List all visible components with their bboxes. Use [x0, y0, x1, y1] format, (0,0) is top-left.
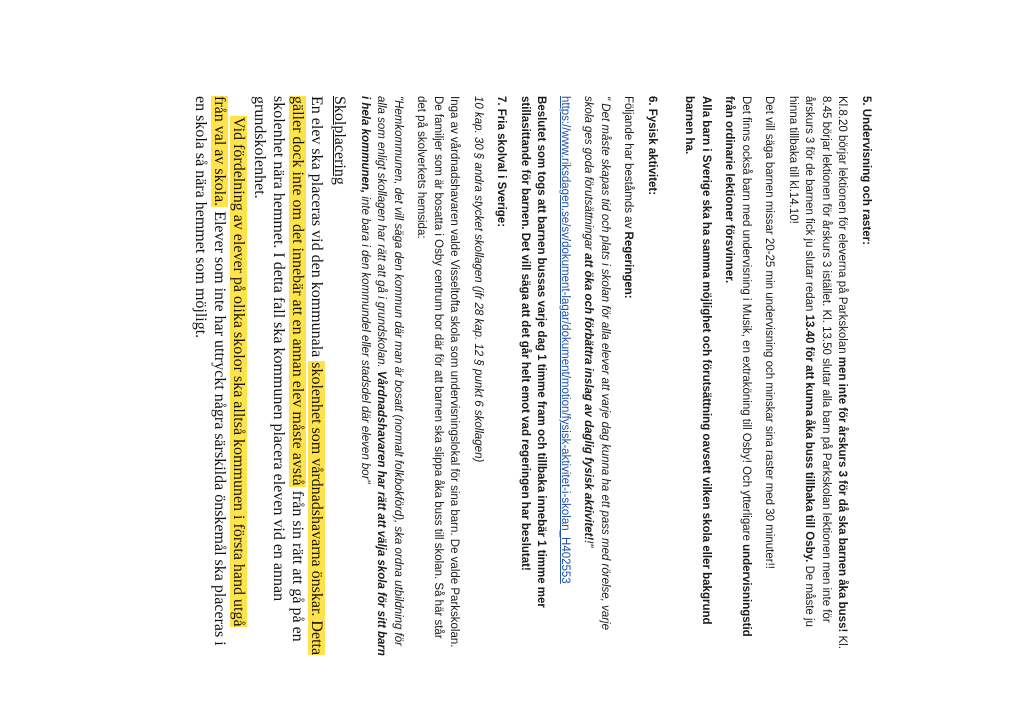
bold-italic-span: Vårdnadshavaren har rätt att välja skola för sitt barn i hela kommunen,	[359, 96, 388, 656]
document-content	[192, 96, 875, 656]
italic-span: "Hemkommunen, det vill säga den kommun där man är bosatt (normalt folkbokförd), ska ordna utbildning för alla som enligt skollagen har rätt att gå i grundskolan.	[375, 96, 404, 646]
section-7-heading: 7. Fria skolval i Sverige:	[495, 96, 508, 228]
bold-span: undervisningstid från ordinarie lektioner försvinner.	[723, 96, 752, 637]
bold-span: 13.40 för att kunna åka buss tillbaka till Osby.	[803, 314, 816, 563]
bold-italic-span: att öka och förbättra inslag av daglig fysisk aktivitet!	[582, 253, 595, 541]
section-7-quote	[357, 96, 407, 656]
section-7-paragraph-1: Inga av vårdnadshavaren valde Visseltofta skola som undervisningslokal för sina barn. De valde Parkskolan. De familjer som är bosatta i Osby centrum bor där för att barnen ska slippa åka buss till skolan. Så här står det på skolverkets hemsida:	[415, 96, 461, 648]
text-span: Kl.8.20 börjar lektionen för eleverna på Parkskolan	[836, 96, 849, 357]
section-6-link-paragraph	[557, 96, 574, 656]
skolplacering-paragraph-2	[192, 96, 249, 656]
bold-span: Alla barn i Sverige ska ha samma möjlighet och förutsättning oavsett vilken skola eller bakgrund barnen ha.	[683, 96, 712, 625]
text-span: Det finns också barn med undervisning i Musik, en extraköning till Osby! Och ytterligare	[740, 96, 752, 545]
skolplacering-excerpt	[192, 96, 350, 656]
section-6-heading: 6. Fysisk aktivitet:	[646, 96, 658, 196]
text-span: Kl. 8.45 börjar lektionen för årskurs 3 istället. Kl. 13.50 slutar alla barn på Parkskolan lektionen men inte för årskurs 3 för de barnen fick ju slutar redan	[803, 96, 849, 649]
text-span: Följande har beståmds av	[622, 96, 635, 232]
section-5-paragraph-4	[681, 96, 714, 656]
section-5-paragraph-1	[785, 96, 851, 656]
bold-span: Beslutet som togs att barnen bussas varje dag 1 timme fram och tillbaka innebär 1 timme mer stillasittande för barnen. Det vill säga att det går helt emot vad regeringen har beslutat!	[519, 96, 548, 608]
section-6-quote	[580, 96, 613, 656]
text-span: De måste ju hinna tillbaka till kl.14.10!	[787, 96, 816, 627]
italic-span: inte bara i den kommundel eller stadsdel där eleven bor"	[359, 193, 371, 484]
text-span: från sin rätt att gå på en skolenhet nära hemmet. I detta fall ska kommunen placera eleven vid en annan grundskolenhet.	[251, 96, 307, 642]
skolplacering-paragraph-1	[251, 96, 327, 656]
bold-span: Regeringen:	[622, 231, 635, 299]
section-5-paragraph-2: Det vill säga barnen missar 20-25 min undervisning och minskar sina raster med 30 minuter!!	[763, 96, 776, 569]
highlighted-text: skolenhet som vårdnadshavarna önskar. Detta gäller dock inte om det innebär att en annan elev måste avstå	[289, 96, 326, 656]
riksdagen-link[interactable]: https://www.riksdagen.se/sv/dokument-lagar/dokument/motion/fysisk-aktivitet-i-skolan_H402553	[559, 96, 571, 584]
italic-span: !"	[582, 540, 595, 548]
text-span: En elev ska placeras vid den kommunala	[308, 96, 326, 362]
highlighted-text: Vid fördelning av elever på olika skolor ska alltså kommunen i första hand utgå från val av skola.	[211, 96, 248, 627]
section-5-paragraph-3	[721, 96, 754, 656]
section-5-heading: 5. Undervisning och raster:	[860, 96, 872, 245]
section-6-decision	[517, 96, 550, 656]
section-6-intro	[620, 96, 637, 656]
italic-span: " Det måste skapas tid och plats i skolan för alla elever att varje dag kunna ha ett pass med rörelse, varje skola ges goda förutsättningar	[582, 96, 611, 630]
bold-span: men inte för årskurs 3 för då ska barnen åka buss!	[836, 356, 849, 633]
italic-span: 10 kap. 30 § andra stycket skollagen (jfr 28 kap. 12 § punkt 6 skollagen)	[472, 96, 484, 463]
section-7-law-reference	[470, 96, 487, 656]
text-span: Elever som inte har uttryckt några särskilda önskemål ska placeras i en skola så nära hemmet som möjligt.	[192, 96, 229, 646]
skolplacering-title: Skolplacering	[331, 96, 349, 185]
